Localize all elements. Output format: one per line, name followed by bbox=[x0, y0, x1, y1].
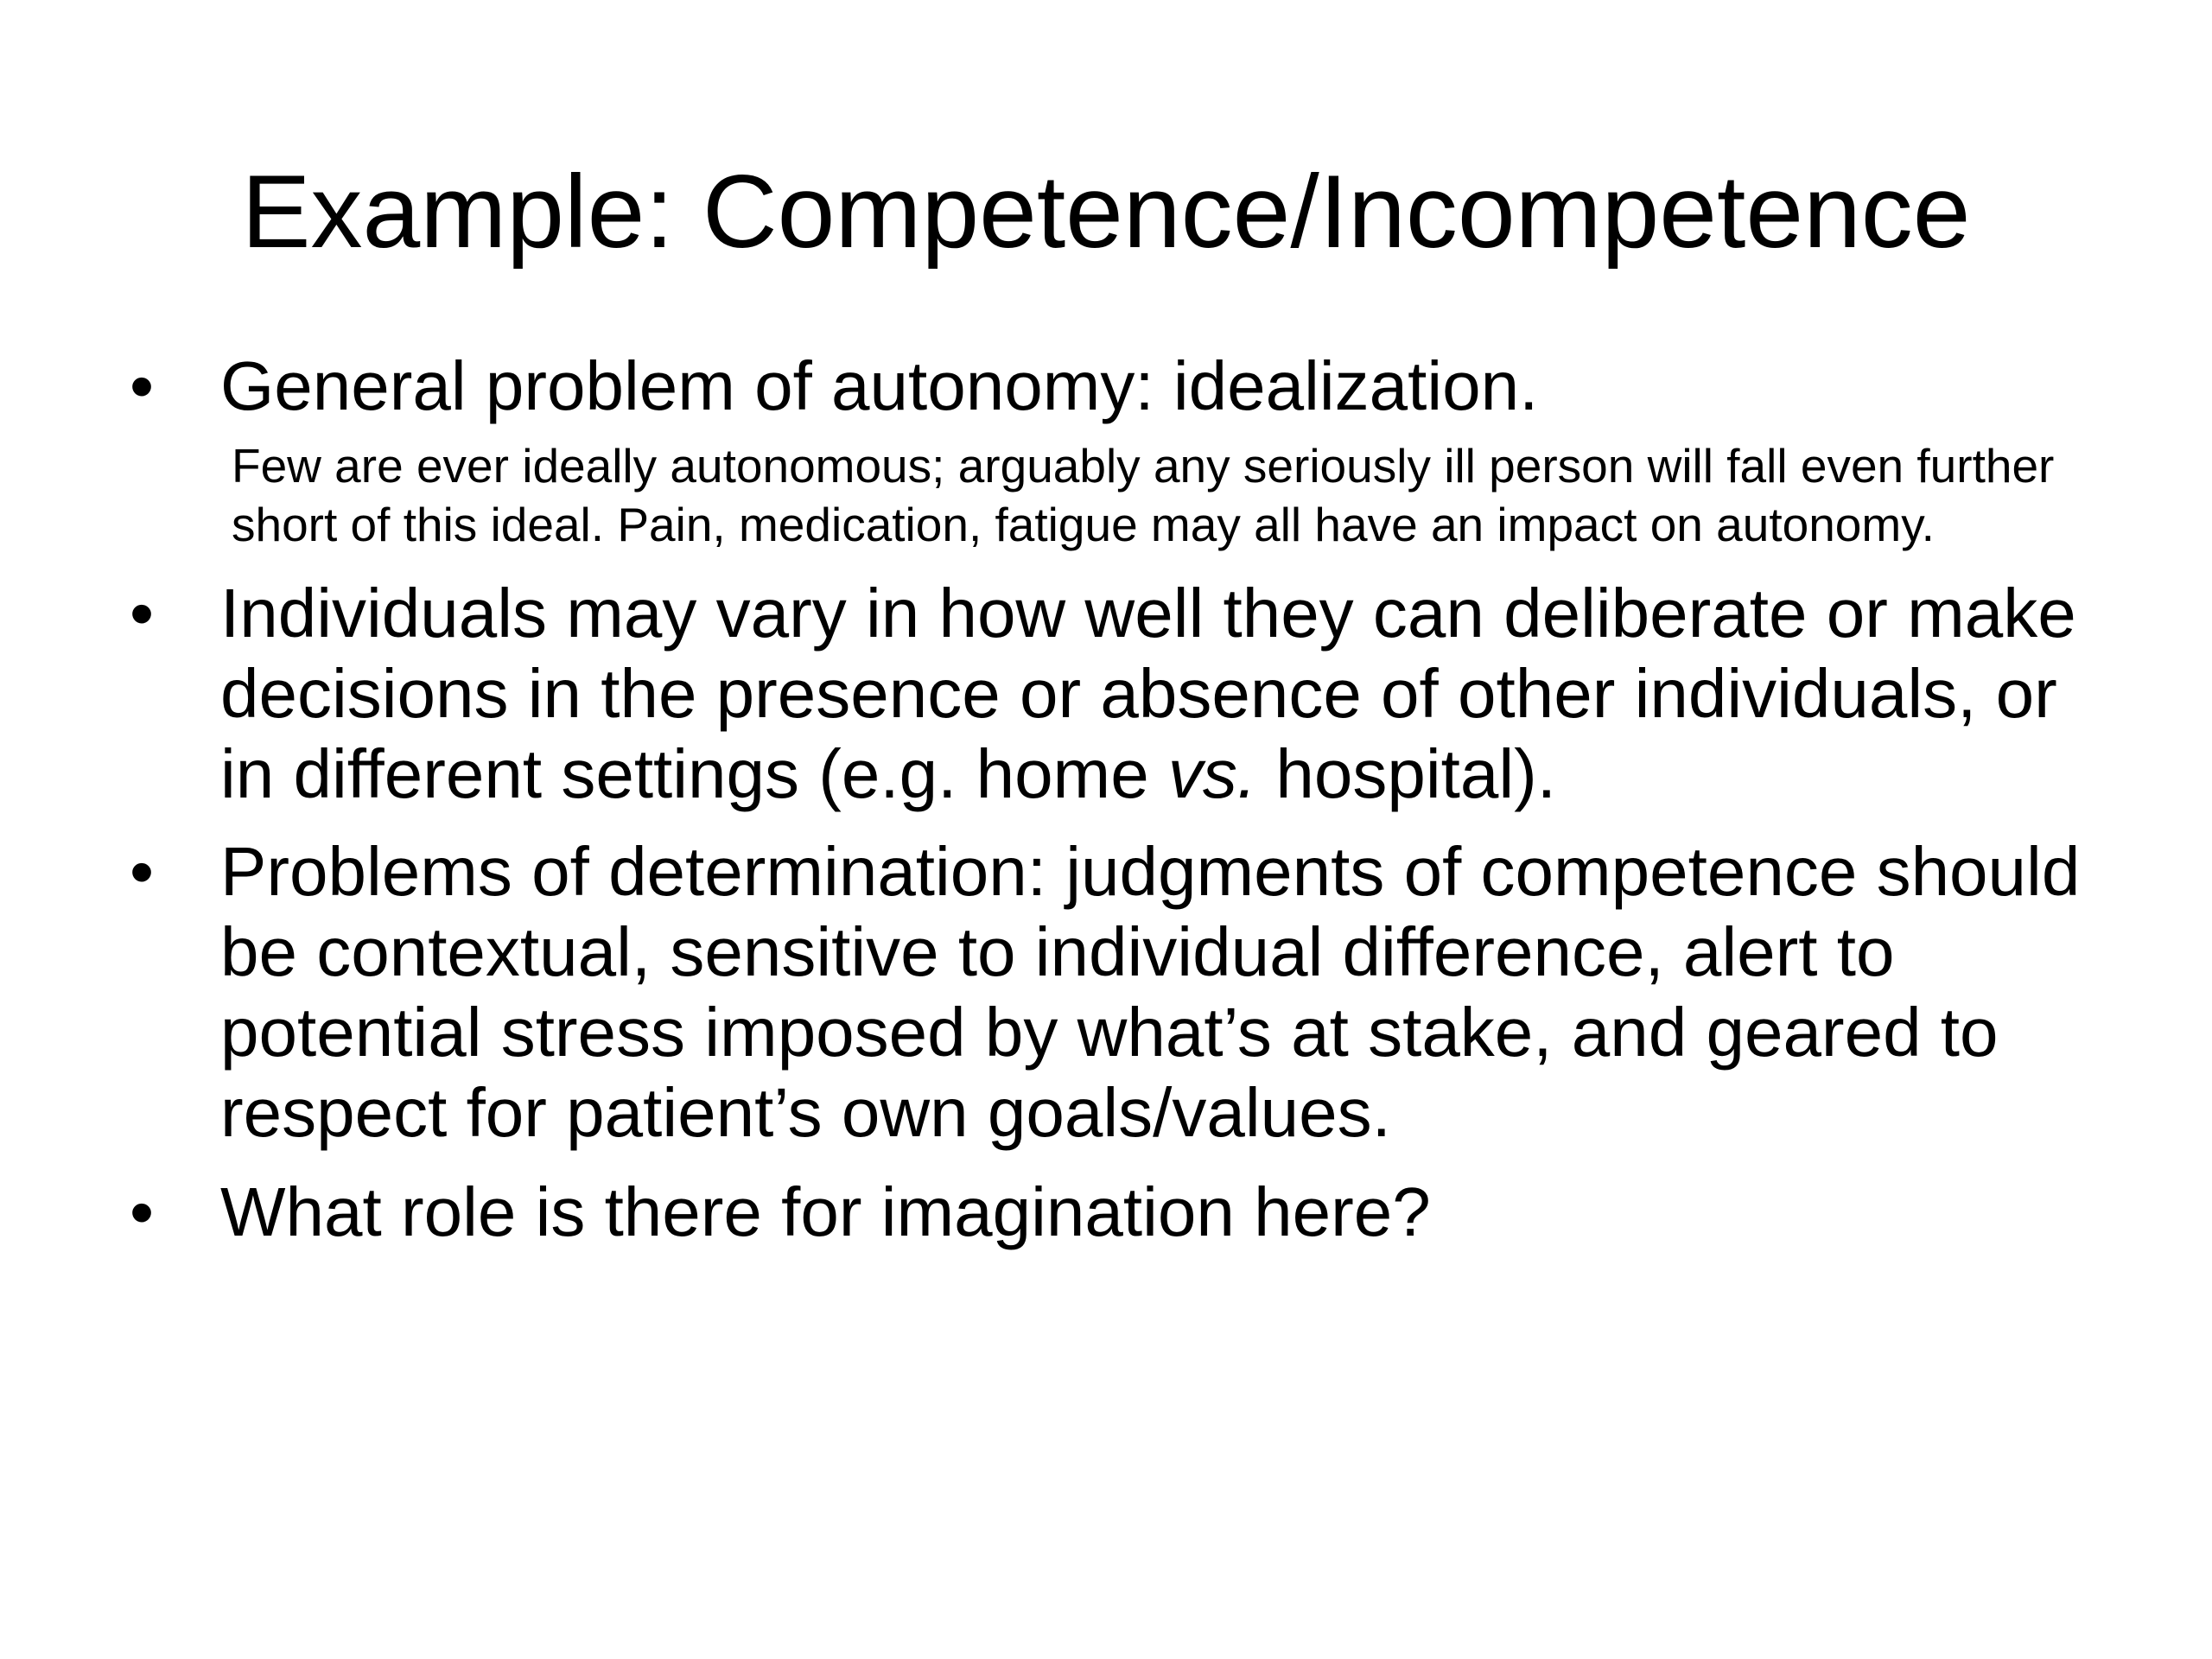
bullet-text: What role is there for imagination here? bbox=[220, 1173, 1431, 1250]
bullet-item bbox=[130, 573, 2108, 814]
bullet-list bbox=[130, 346, 2108, 1252]
bullet-icon: • bbox=[130, 1173, 155, 1250]
bullet-text bbox=[220, 575, 2076, 812]
bullet-item bbox=[130, 346, 2108, 426]
bullet-item bbox=[130, 1172, 2108, 1252]
bullet-text-italic: vs. bbox=[1167, 735, 1257, 812]
slide-title: Example: Competence/Incompetence bbox=[241, 154, 1971, 270]
bullet-text-part: Individuals may vary in how well they can deliberate or make decisions in the presence or absence of other individuals, or in different settings (e.g. home bbox=[220, 575, 2076, 812]
bullet-icon: • bbox=[130, 347, 155, 424]
bullet-icon: • bbox=[130, 575, 155, 652]
bullet-text: Problems of determination: judgments of competence should be contextual, sensitive to individual difference, alert to potential stress imposed by what’s at stake, and geared to respect for patient’s own goals/values. bbox=[220, 833, 2081, 1151]
bullet-item bbox=[130, 831, 2108, 1153]
sub-paragraph: Few are ever ideally autonomous; arguably any seriously ill person will fall even further short of this ideal. Pain, medication, fatigue may all have an impact on autonomy. bbox=[232, 439, 2055, 551]
bullet-icon: • bbox=[130, 833, 155, 910]
bullet-text: General problem of autonomy: idealization. bbox=[220, 347, 1539, 424]
bullet-text-part: hospital). bbox=[1256, 735, 1556, 812]
